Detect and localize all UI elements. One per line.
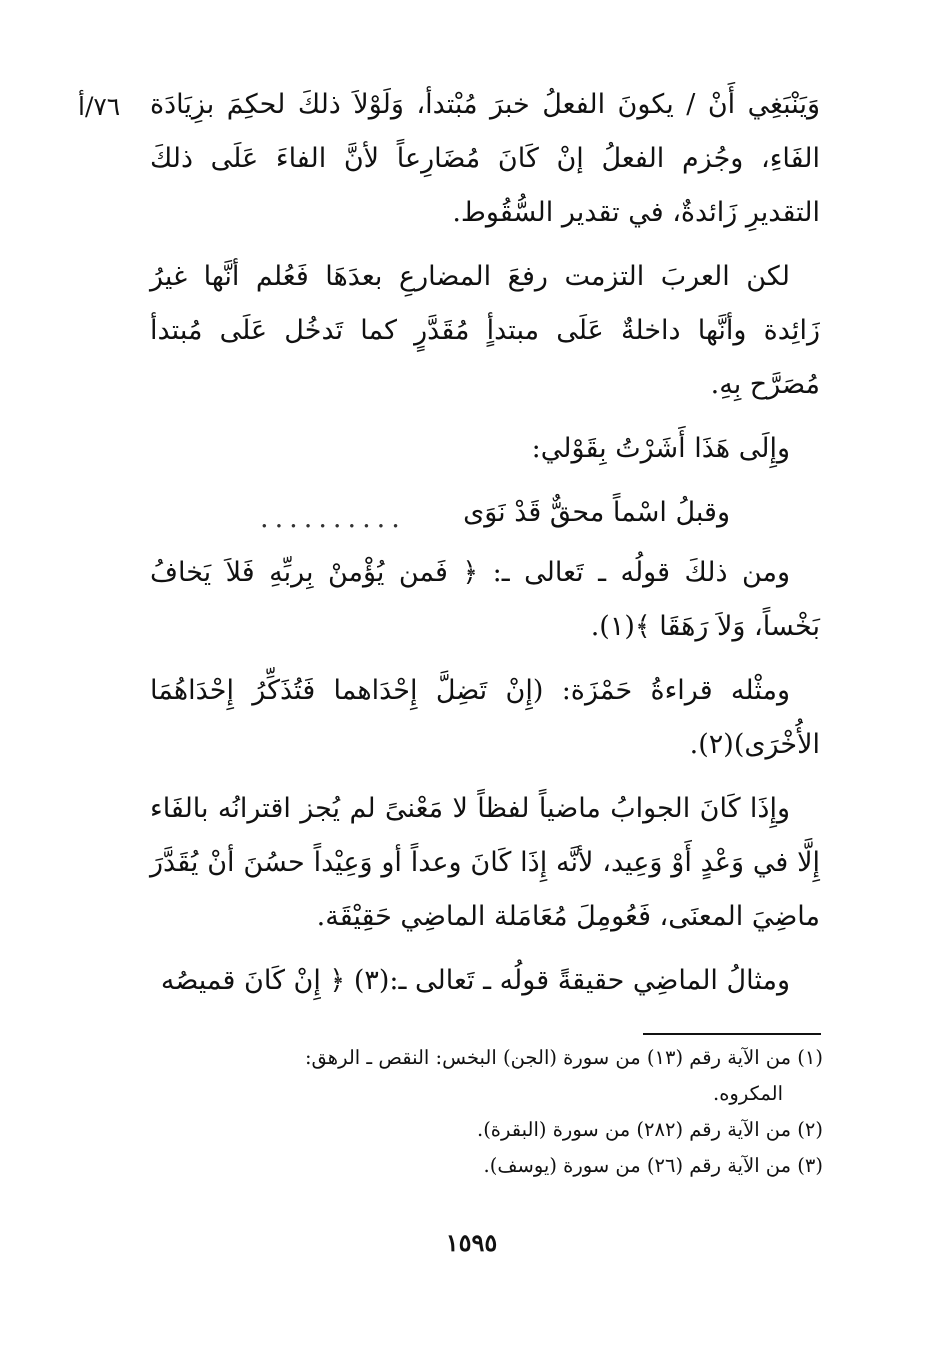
- poem-verse: [150, 486, 820, 540]
- paragraph-4: ومن ذلكَ قولُه ـ تَعالى ـ: ﴿ فَمن يُؤْمنْ بِربِّهِ فَلاَ يَخافُ بَخْساً، وَلاَ رَهَقَا ﴾(١).: [150, 557, 820, 642]
- margin-folio-reference: ٧٦/أ: [78, 92, 121, 121]
- paragraph-6: وإِذَا كَانَ الجوابُ ماضياً لفظاً لا مَعْنىً لم يُجز اقترانُه بالفَاء إِلَّا في وَعْدٍ أَوْ وَعِيد، لأنَّه إِذَا كَانَ وعداً أو وَعِيْداً حسُنَ أنْ يُقَدَّرَ ماضِيَ المعنَى، فَعُومِلَ مُعَامَلة الماضِي حَقِيْقَة.: [150, 793, 820, 932]
- paragraph-1: وَيَنْبَغِي أَنْ / يكونَ الفعلُ خبرَ مُبْتدأ، وَلَوْلاَ ذلكَ لحكِمَ بزِيَادَة الفَاءِ، وجُزم الفعلُ إنْ كَانَ مُضَارِعاً لأنَّ الفاءَ عَلَى ذلكَ التقديرِ زَائدةٌ، في تقدير السُّقُوط.: [150, 89, 820, 228]
- footnote-1-line-2: المكروه.: [713, 1082, 783, 1105]
- paragraph-3: وإِلَى هَذَا أَشَرْتُ بِقَوْلي:: [531, 433, 790, 464]
- verse-hemistich: وقبلُ اسْماً محقٌّ قَدْ نَوَى: [463, 497, 730, 528]
- paragraph-7: ومثالُ الماضِي حقيقةً قولُه ـ تَعالى ـ:(٣) ﴿ إِنْ كَانَ قميصُه: [160, 965, 790, 996]
- footnote-2: (٢) من الآية رقم (٢٨٢) من سورة (البقرة).: [477, 1118, 823, 1141]
- footnote-1-line-1: (١) من الآية رقم (١٣) من سورة (الجن) البخس: النقص ـ الرهق:: [304, 1046, 823, 1069]
- footnote-separator: [643, 1033, 821, 1035]
- main-text: [150, 78, 820, 1018]
- paragraph-2: لكن العربَ التزمت رفعَ المضارعِ بعدَهَا فَعُلم أنَّها غيرُ زَائِدة وأنَّها داخلةٌ عَلَى مبتدأٍ مُقَدَّرٍ كما تَدخُل عَلَى مُبتدأ مُصَرَّح بِهِ.: [150, 261, 820, 400]
- footnote-1: [155, 1040, 823, 1112]
- footnote-3: (٣) من الآية رقم (٢٦) من سورة (يوسف).: [483, 1154, 823, 1177]
- page-number: ١٥٩٥: [445, 1228, 498, 1257]
- paragraph-5: ومثْله قراءةُ حَمْزَة: (إِنْ تَضِلَّ إِحْدَاهما فَتُذَكِّرُ إِحْدَاهُمَا الأُخْرَى)(٢).: [150, 675, 820, 760]
- footnotes: [155, 1040, 823, 1184]
- verse-ellipsis: ..........: [260, 503, 406, 534]
